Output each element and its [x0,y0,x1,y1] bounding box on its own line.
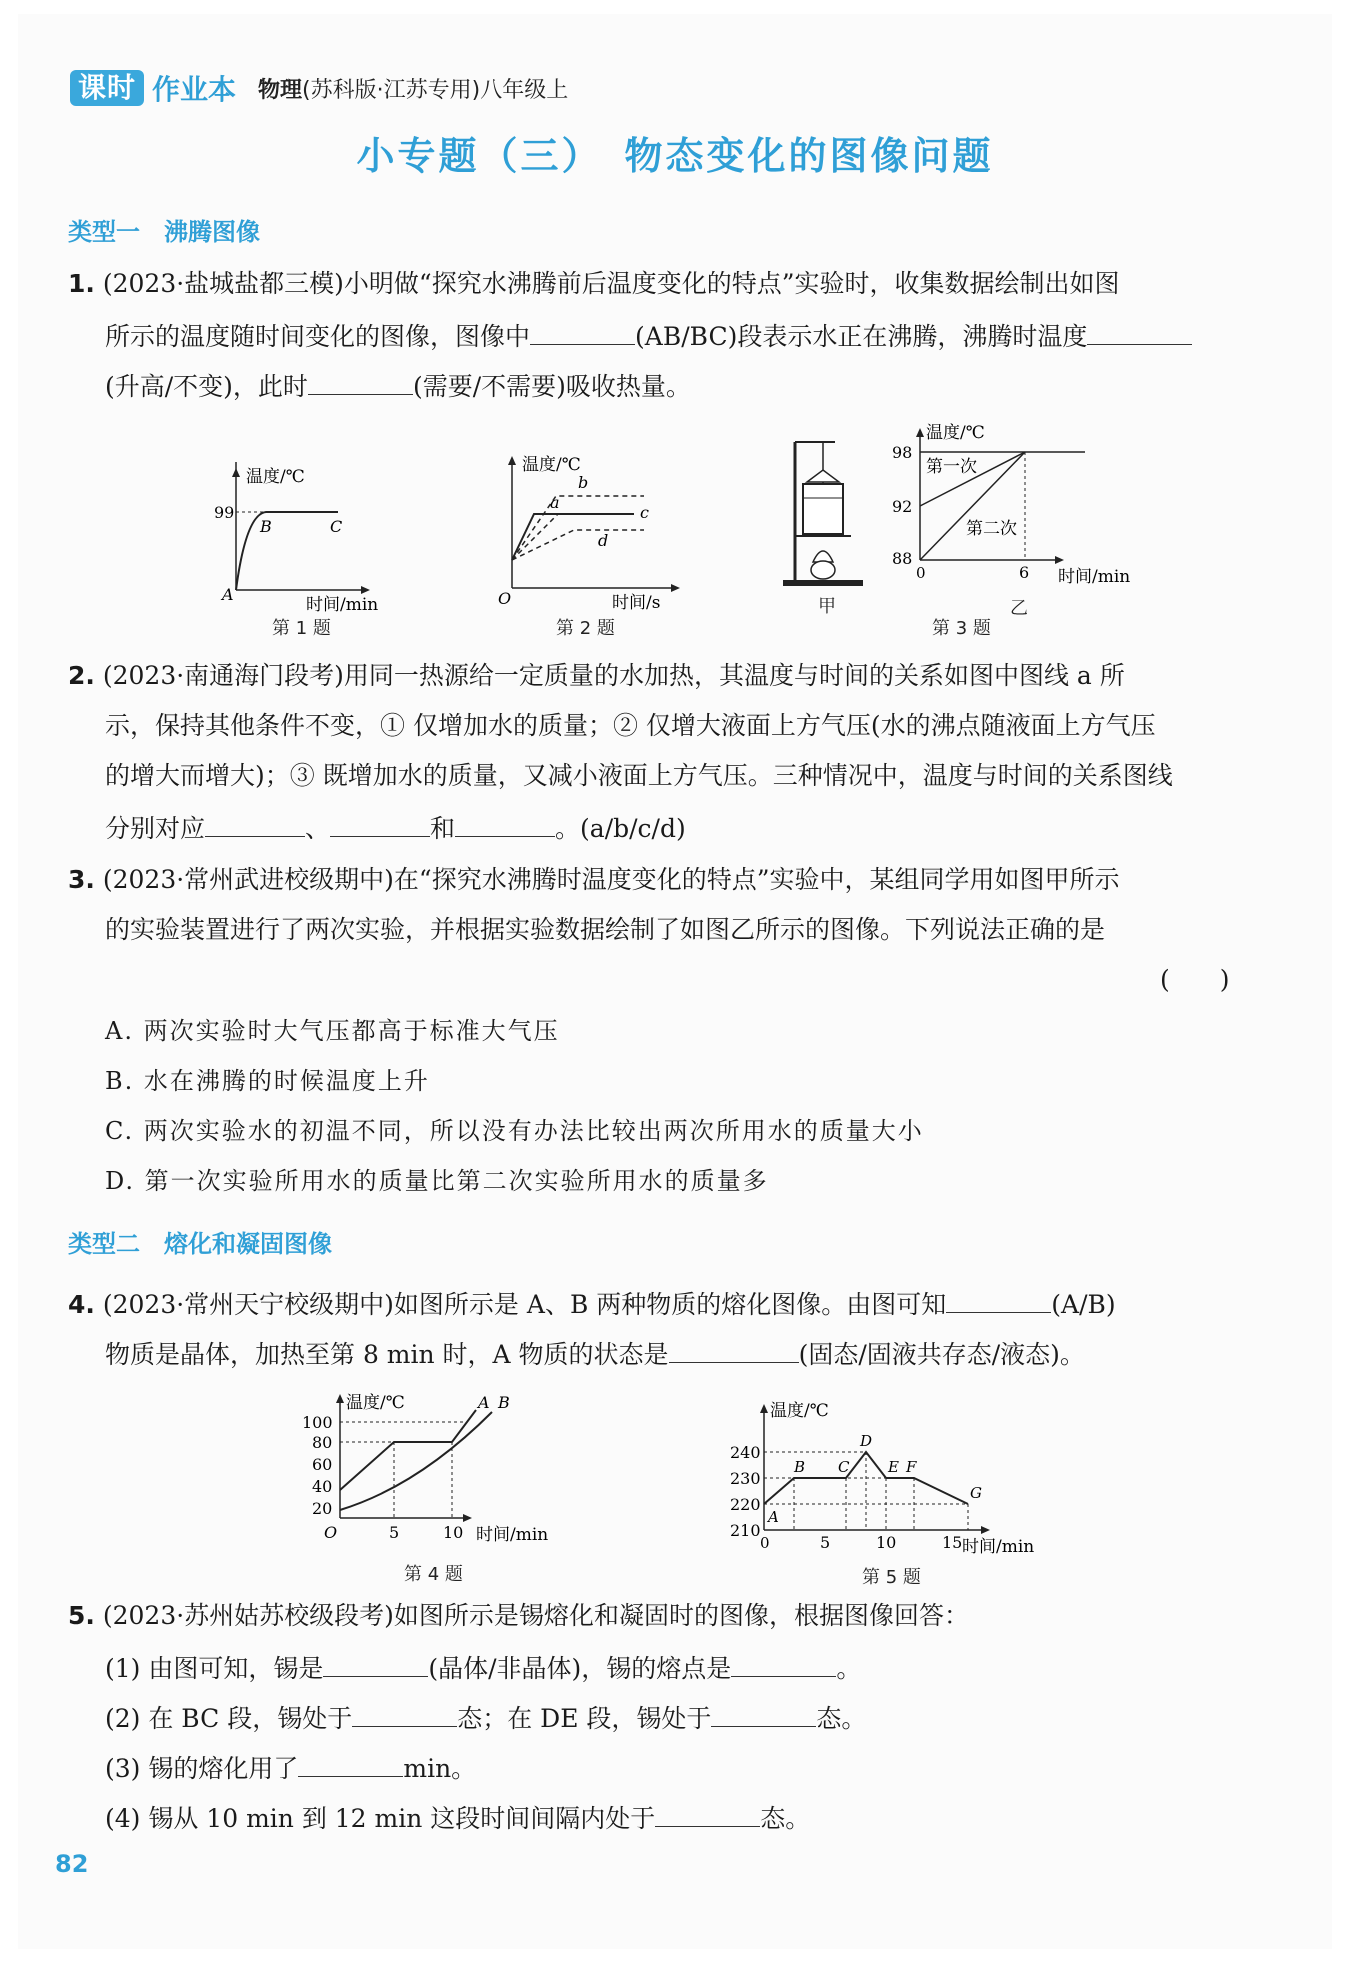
fig3-chart [888,418,1148,588]
fig4-line-b [340,1412,492,1510]
fig5-x5: 5 [820,1533,831,1552]
fig5-x0: 0 [760,1534,770,1552]
section-type2: 类型二 熔化和凝固图像 [68,1230,332,1258]
q3-option-d[interactable]: D. 第一次实验所用水的质量比第二次实验所用水的质量多 [105,1167,769,1195]
fig3-second: 第二次 [966,519,1017,539]
fig2-caption: 第 2 题 [556,618,615,639]
fig4-y100: 100 [302,1413,333,1432]
q5-part1 [105,1650,861,1685]
fig4-x10: 10 [443,1523,464,1542]
fig3-caption: 第 3 题 [932,618,991,639]
fig1-x-arrow [361,586,370,594]
fig2-line-a [512,514,634,560]
fig3-ylabel: 温度/℃ [926,423,985,443]
fig4-ylabel: 温度/℃ [346,1393,405,1413]
fig1-chart [200,462,400,622]
q2-blank2[interactable] [330,810,430,837]
q3-option-b[interactable]: B. 水在沸腾的时候温度上升 [105,1067,430,1095]
q5-text1c: 。 [836,1654,862,1683]
q1-blank3[interactable] [308,368,413,395]
q1-line1 [68,268,1120,300]
q2-blank3[interactable] [455,810,555,837]
q1-text3b: (需要/不需要)吸收热量。 [412,372,691,401]
fig2-label-b: b [578,473,589,492]
q3-answer-paren[interactable]: ( ) [1160,965,1230,994]
fig5-y210: 210 [730,1521,761,1540]
fig2-xlabel: 时间/s [612,593,661,613]
fig4-label-a: A [478,1393,490,1412]
q5-part3 [105,1750,476,1785]
q5-text3b: min。 [403,1754,477,1783]
fig5-pt-a: A [768,1508,779,1526]
page-title: 小专题（三） 物态变化的图像问题 [356,134,994,178]
fig3-label-jia: 甲 [818,596,836,617]
fig5-x-arrow [981,1526,990,1534]
q5-text0: (2023·苏州姑苏校级段考)如图所示是锡熔化和凝固时的图像，根据图像回答： [102,1601,969,1630]
q1-line3 [105,368,691,403]
fig2-x-arrow [671,584,680,592]
q2-text4d: 。(a/b/c/d) [555,814,686,843]
fig5-pt-g: G [970,1484,982,1502]
q2-line3: 的增大而增大)；③ 既增加水的质量，又减小液面上方气压。三种情况中，温度与时间的关系图线 [105,761,1173,790]
fig5-y220: 220 [730,1495,761,1514]
course-subject: 物理 [258,77,303,103]
q3-text1: (2023·常州武进校级期中)在“探究水沸腾时温度变化的特点”实验中，某组同学用如图甲所示 [102,865,1120,894]
q5-text1b: (晶体/非晶体)，锡的熔点是 [428,1654,732,1683]
fig5-ylabel: 温度/℃ [770,1401,829,1421]
fig2-label-c: c [640,503,649,522]
q2-text4c: 和 [430,814,456,843]
fig1-caption: 第 1 题 [272,618,331,639]
fig4-xlabel: 时间/min [476,1525,549,1545]
fig5-caption: 第 5 题 [862,1567,921,1588]
q1-text1: (2023·盐城盐都三模)小明做“探究水沸腾前后温度变化的特点”实验时，收集数据绘制出如图 [102,269,1120,298]
q5-blank5[interactable] [298,1750,403,1777]
fig2-y-arrow [508,456,516,465]
fig5-y-arrow [760,1404,768,1413]
fig5-pt-f: F [906,1458,917,1476]
fig3-label-yi: 乙 [1010,598,1028,619]
fig5-chart [728,1392,1068,1562]
logo-main: 课时 [70,70,144,106]
fig4-x5: 5 [389,1523,400,1542]
q4-text2a: 物质是晶体，加热至第 8 min 时，A 物质的状态是 [105,1340,669,1369]
q4-text1b: (A/B) [1051,1290,1116,1319]
q5-text3a: (3) 锡的熔化用了 [105,1754,299,1783]
beaker-lid [807,470,839,482]
q2-line4 [105,810,686,845]
fig2-line-d [512,530,644,560]
fig5-pt-e: E [888,1458,899,1476]
q3-option-a[interactable]: A. 两次实验时大气压都高于标准大气压 [105,1017,560,1045]
fig1-y-arrow [232,468,240,477]
fig3-xlabel: 时间/min [1058,567,1131,587]
fig3-apparatus [775,432,875,592]
fig5-y230: 230 [730,1469,761,1488]
q2-text4b: 、 [305,814,331,843]
q5-text4a: (4) 锡从 10 min 到 12 min 这段时间间隔内处于 [105,1804,656,1833]
fig3-y92: 92 [892,497,913,516]
q5-text4b: 态。 [760,1804,811,1833]
q5-blank3[interactable] [352,1700,457,1727]
fig5-pt-b: B [794,1458,806,1476]
q4-text1a: (2023·常州天宁校级期中)如图所示是 A、B 两种物质的熔化图像。由图可知 [102,1290,947,1319]
q4-text2b: (固态/固液共存态/液态)。 [798,1340,1085,1369]
fig4-origin: O [324,1523,338,1542]
fig3-first: 第一次 [926,457,977,477]
q1-blank2[interactable] [1087,318,1192,345]
fig2-chart [494,448,694,618]
q2-text4a: 分别对应 [105,814,206,843]
fig1-pt-b: B [260,517,272,536]
q3-line1 [68,864,1120,896]
q5-text2c: 态。 [816,1704,867,1733]
q5-blank1[interactable] [323,1650,428,1677]
q5-text1a: (1) 由图可知，锡是 [105,1654,324,1683]
fig1-pt-c: C [330,517,343,536]
fig3-y98: 98 [892,443,913,462]
stand-base [783,580,863,586]
fig4-x-arrow [463,1514,472,1522]
q5-blank2[interactable] [731,1650,836,1677]
q4-line1 [68,1286,1116,1321]
fig4-y80: 80 [312,1433,333,1452]
fig4-y20: 20 [312,1499,333,1518]
fig2-ylabel: 温度/℃ [522,455,581,475]
fig1-xlabel: 时间/min [306,595,379,615]
fig3-x-arrow [1055,556,1064,564]
header [70,68,568,108]
section-type1: 类型一 沸腾图像 [68,218,260,246]
fig5-xlabel: 时间/min [962,1537,1035,1557]
fig5-pt-c: C [838,1458,850,1476]
alcohol-lamp [811,561,835,579]
q5-text2a: (2) 在 BC 段，锡处于 [105,1704,353,1733]
q4-line2 [105,1336,1085,1371]
q1-text2b: (AB/BC)段表示水正在沸腾，沸腾时温度 [635,322,1088,351]
fig5-x10: 10 [876,1533,897,1552]
fig1-pt-a: A [222,585,234,604]
q1-blank1[interactable] [530,318,635,345]
beaker [803,484,843,534]
fig2-label-d: d [598,531,609,550]
page-number: 82 [55,1850,89,1878]
fig5-x15: 15 [942,1533,963,1552]
logo-sub: 作业本 [152,73,237,106]
fig2-label-a: a [550,493,560,512]
q5-text2b: 态；在 DE 段，锡处于 [457,1704,712,1733]
q5-number: 5. [68,1601,95,1630]
fig1-y-tick: 99 [214,503,235,522]
q1-text2a: 所示的温度随时间变化的图像，图像中 [105,322,531,351]
q2-line1 [68,660,1125,692]
q2-text1: (2023·南通海门段考)用同一热源给一定质量的水加热，其温度与时间的关系如图中图线 a 所 [102,661,1125,690]
fig1-ylabel: 温度/℃ [246,467,305,487]
fig3-y-arrow [916,428,924,437]
course-edition: (苏科版·江苏专用)八年级上 [302,77,569,103]
fig4-y60: 60 [312,1455,333,1474]
q5-part4 [105,1800,810,1835]
fig4-y40: 40 [312,1477,333,1496]
q4-blank2[interactable] [669,1336,799,1363]
q5-blank4[interactable] [711,1700,816,1727]
q2-blank1[interactable] [205,810,305,837]
q4-number: 4. [68,1290,95,1319]
q3-line2: 的实验装置进行了两次实验，并根据实验数据绘制了如图乙所示的图像。下列说法正确的是 [105,915,1106,944]
fig2-origin: O [498,589,512,608]
fig3-x6: 6 [1019,563,1030,582]
fig4-label-b: B [498,1393,510,1412]
q1-line2 [105,318,1192,353]
q5-part2 [105,1700,866,1735]
course-info [258,73,568,104]
fig3-x0: 0 [916,564,926,582]
fig2-line-c [512,514,609,560]
q2-number: 2. [68,661,95,690]
fig4-chart [298,1386,588,1556]
fig4-caption: 第 4 题 [404,1564,463,1585]
brand-logo [70,70,236,106]
q4-blank1[interactable] [946,1286,1051,1313]
q5-line0 [68,1600,969,1632]
q1-text3a: (升高/不变)，此时 [105,372,308,401]
q5-blank6[interactable] [655,1800,760,1827]
q2-line2: 示，保持其他条件不变，① 仅增加水的质量；② 仅增大液面上方气压(水的沸点随液面上方气压 [105,711,1156,740]
fig5-pt-d: D [860,1432,873,1450]
fig3-y88: 88 [892,549,913,568]
fig4-y-arrow [336,1394,344,1403]
q3-number: 3. [68,865,95,894]
q1-number: 1. [68,269,95,298]
q3-option-c[interactable]: C. 两次实验水的初温不同，所以没有办法比较出两次所用水的质量大小 [105,1117,924,1145]
fig5-y240: 240 [730,1443,761,1462]
fig1-curve [236,512,338,590]
